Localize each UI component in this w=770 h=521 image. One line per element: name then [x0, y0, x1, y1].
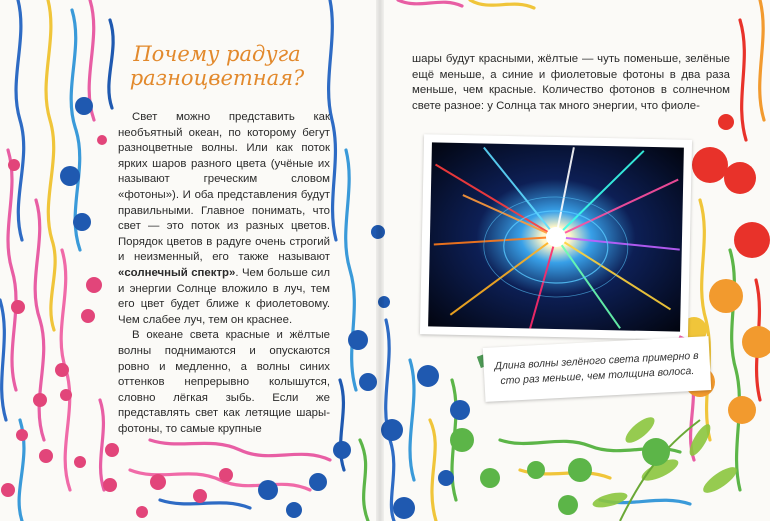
title-line-2: разноцветная?: [129, 66, 305, 90]
paragraph-1: [118, 110, 330, 328]
page-title: [112, 42, 322, 90]
paragraph-1-start: Свет можно представить как необъятный океан, по которому бегут разноцветные волны. Или как поток ярких шаров разного цвета (учёные их называют греческим словом «фотоны»). И оба представления будут правильными. Главное понимать, что свет — это поток из разных цветов. Порядок цветов в радуге очень строгий и неизменный, его также называют: [118, 111, 330, 264]
left-column-text: [118, 110, 330, 437]
term-solar-spectrum: «солнечный спектр»: [118, 266, 236, 279]
title-line-1: Почему радуга: [133, 42, 301, 66]
paragraph-2: В океане света красные и жёлтые волны поднимаются и опускаются ровно и медленно, а волны синих оттенков непрерывно колышутся, словно лёгкая зыбь. Если же представлять свет как летящие шары-фотоны, то самые крупные: [118, 329, 330, 435]
page-gutter: [376, 0, 384, 521]
paragraph-3: шары будут красными, жёлтые — чуть поменьше, зелёные ещё меньше, а синие и фиолетовые фотоны в два раза меньше, чем красные. Количество фотонов в солнечном свете разное: у Солнца так много энергии, что фиоле-: [412, 53, 730, 112]
right-column-text: [412, 52, 730, 114]
caption-text: Длина волны зелёного света примерно в сто раз меньше, чем толщина волоса.: [494, 349, 699, 388]
paragraph-1-end: . Чем больше сил и энергии Солнце вложило в луч, тем его цвет будет ближе к фиолетовому. Чем слабее луч, тем он краснее.: [118, 266, 330, 326]
light-burst-image: [420, 134, 692, 340]
light-burst-photo: [420, 134, 692, 340]
